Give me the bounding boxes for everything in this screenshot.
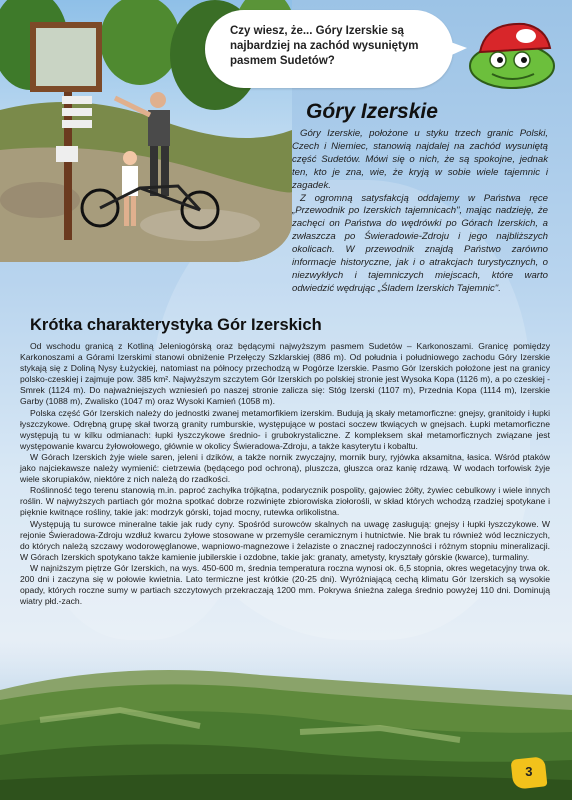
did-you-know-text: Czy wiesz, że... Góry Izerskie są najbardziej na zachód wysuniętym pasmem Sudetów? bbox=[230, 25, 419, 67]
page-title: Góry Izerskie bbox=[306, 100, 438, 123]
page-number-badge bbox=[511, 756, 548, 789]
body-paragraph: W najniższym piętrze Gór Izerskich, na wys. 450-600 m, średnia temperatura roczna wynosi ok. 6,5 stopnia, okres wegetacyjny trwa ok. 200 dni i zaczyna się w połowie kwietnia. Lato termiczne jest krótkie (20-25 dni). Wyróżniającą cechą klimatu Gór Izerskich są wysokie opady, których roczne sumy w partiach szczytowych przekraczają 1200 mm. Pokrywa śnieżna zalega średnio powyżej 110 dni. Dominują wiatry płd.-zach. bbox=[20, 562, 550, 607]
intro-text bbox=[292, 128, 548, 296]
mountain-landscape-photo bbox=[0, 640, 572, 800]
frog-mascot-icon bbox=[466, 18, 558, 90]
body-paragraph: Roślinność tego terenu stanowią m.in. paproć zachyłka trójkątna, podarycznik pospolity, gajowiec żółty, żywiec cebulkowy i wiele innych roślin. W najwyższych partiach gór można spotkać dobrze rozwinięte zbiorowiska ziołorośli, w skład których wchodzą rzadziej spotykane i pięknie kwitnące rośliny, takie jak: modrzyk górski, tojad mocny, rutewka orlikolistna. bbox=[20, 485, 550, 518]
intro-paragraph: Góry Izerskie, położone u styku trzech granic Polski, Czech i Niemiec, stanowią najdalej na zachód wysuniętą część Sudetów. Mówi się o nich, że są spokojne, jednak ten, kto je zna, wie, że kryją w sobie wiele tajemnic i zagadek. bbox=[292, 128, 548, 191]
body-paragraph: Od wschodu granicą z Kotliną Jeleniogórską oraz będącymi najwyższym pasmem Sudetów – Karkonoszami. Granicę pomiędzy Karkonoszami a Górami Izerskimi stanowi obniżenie Przełęczy Szklarskiej (886 m). Od południa i południowego zachodu Góry Izerskie stykają się z Doliną Nysy Łużyckiej, natomiast na północy przechodzą w Pogórze Izerskie. Pasmo Gór Izerskich położone jest na granicy polsko-czeskiej i zajmuje pow. 385 km². Najwyższym szczytem Gór Izerskich po polskiej stronie jest Wysoka Kopa (1126 m), a po czeskiej - Smrek (1124 m). Do najważniejszych wzniesień po naszej stronie zalicza się: Stóg Izerski (1107 m), Przednia Kopa (1114 m), Izerskie Garby (1088 m), Zwalisko (1047 m) oraz Wysoki Kamień (1058 m). bbox=[20, 341, 550, 407]
body-paragraph: Występują tu surowce mineralne takie jak rudy cyny. Spośród surowców skalnych na uwagę zasługują: gnejsy i łupki łyszczykowe. W rejonie Świeradowa-Zdroju wzdłuż kwarcu żyłowe stosowane w przemyśle ceramicznym i hutnictwie. Nie brak tu również wód leczniczych, do których należą szczawy wodorowęglanowe, wapniowo-magnezowe i żelaziste o znacznej radoczynności i różnym stopniu mineralizacji. W Górach Izerskich spotykano także kamienie jubilerskie i ozdobne, takie jak: granaty, ametysty, kryształy górskie (kwarce), turmaliny. bbox=[20, 518, 550, 562]
body-paragraph: W Górach Izerskich żyje wiele saren, jeleni i dzików, a także nornik zwyczajny, mornik bury, ryjówka aksamitna, łasica. Wśród ptaków jako najciekawsze należy wymienić: cietrzewia (będącego pod ochroną), pluszcza, głuszca oraz kanię rdzawą. W wodach torfowisk żyje wiele skorupiaków, niektóre z nich należą do rzadkości. bbox=[20, 451, 550, 485]
body-text bbox=[20, 341, 550, 607]
intro-paragraph: Z ogromną satysfakcją oddajemy w Państwa ręce „Przewodnik po Izerskich tajemnicach", mając nadzieję, że zachęci on Państwa do wędrówki po Górach Izerskich, a zwłaszcza po Świeradowie-Zdroju i jego najbliższych okolicach. W przewodnik znajdą Państwo zarówno informacje historyczne, jak i o atrakcjach turystycznych, o niezwykłych i tajemniczych miejscach, które warto odwiedzić wędrując „Śladem Izerskich Tajemnic". bbox=[292, 192, 548, 294]
page-number: 3 bbox=[525, 764, 533, 780]
section-heading: Krótka charakterystyka Gór Izerskich bbox=[30, 316, 322, 334]
body-paragraph: Polska część Gór Izerskich należy do jednostki zwanej metamorfikiem izerskim. Budują ją skały metamorficzne: gnejsy, granitoidy i łupki łyszczykowe. Odrębną grupę skał tworzą granity rumburskie, występujące w postaci soczew tkwiących w gnejsach. Łupki metamorficzne występują tu w kilku odmianach: łupki łyszczykowe średnio- i grubokrystaliczne. Z kompleksem skał metamorficznych związane jest występowanie kwarcu żyłowołowego, głównie w okolicy Świeradowa-Zdroju, a także kasyterytu i kobaltu. bbox=[20, 407, 550, 451]
